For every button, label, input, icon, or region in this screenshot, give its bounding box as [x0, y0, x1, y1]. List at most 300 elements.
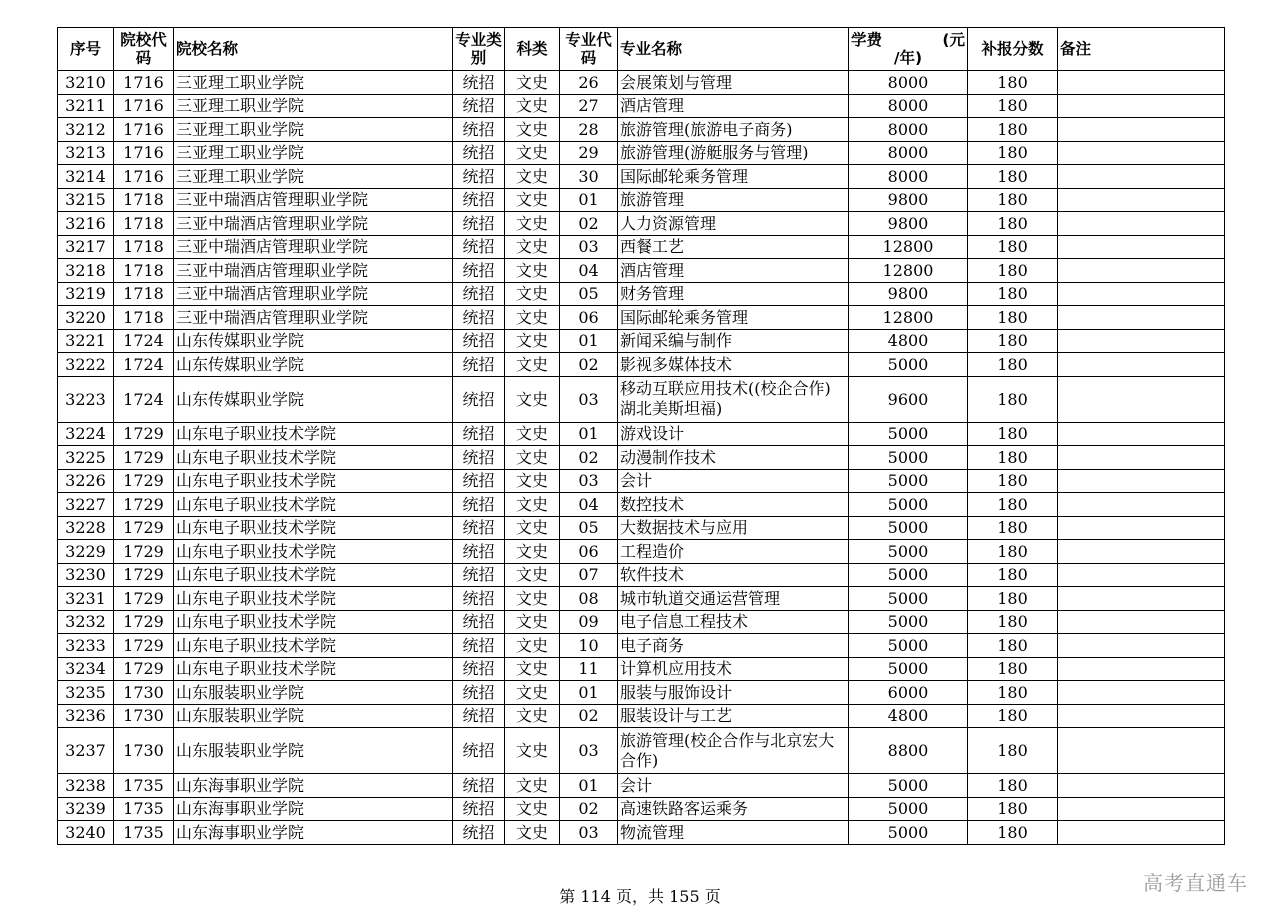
cell-major-code: 01: [560, 774, 618, 798]
cell-school-name: 山东电子职业技术学院: [174, 540, 453, 564]
cell-remark: [1058, 610, 1225, 634]
cell-score: 180: [968, 212, 1058, 236]
table-row: [58, 728, 1225, 774]
cell-seq: 3238: [58, 774, 114, 798]
cell-fee: 5000: [849, 821, 968, 845]
cell-major-code: 03: [560, 376, 618, 422]
cell-fee: 5000: [849, 493, 968, 517]
cell-category: 统招: [453, 681, 505, 705]
cell-seq: 3223: [58, 376, 114, 422]
table-row: [58, 165, 1225, 189]
cell-school-code: 1724: [114, 353, 174, 377]
table-row: [58, 540, 1225, 564]
cell-seq: 3220: [58, 306, 114, 330]
cell-seq: 3235: [58, 681, 114, 705]
header-category: 专业类别: [453, 28, 505, 71]
cell-score: 180: [968, 797, 1058, 821]
cell-subject: 文史: [505, 212, 560, 236]
cell-major-name: 服装与服饰设计: [618, 681, 849, 705]
cell-school-name: 三亚中瑞酒店管理职业学院: [174, 188, 453, 212]
cell-remark: [1058, 563, 1225, 587]
cell-subject: 文史: [505, 469, 560, 493]
cell-school-name: 山东海事职业学院: [174, 774, 453, 798]
cell-seq: 3221: [58, 329, 114, 353]
cell-subject: 文史: [505, 259, 560, 283]
table-row: [58, 259, 1225, 283]
cell-category: 统招: [453, 516, 505, 540]
cell-school-name: 山东海事职业学院: [174, 797, 453, 821]
cell-score: 180: [968, 681, 1058, 705]
table-row: [58, 376, 1225, 422]
cell-fee: 8800: [849, 728, 968, 774]
cell-school-name: 山东电子职业技术学院: [174, 446, 453, 470]
cell-subject: 文史: [505, 610, 560, 634]
table-row: [58, 235, 1225, 259]
cell-subject: 文史: [505, 493, 560, 517]
cell-category: 统招: [453, 94, 505, 118]
cell-category: 统招: [453, 704, 505, 728]
table-row: [58, 422, 1225, 446]
cell-fee: 5000: [849, 446, 968, 470]
cell-category: 统招: [453, 469, 505, 493]
cell-fee: 5000: [849, 610, 968, 634]
cell-fee: 12800: [849, 259, 968, 283]
cell-school-name: 山东电子职业技术学院: [174, 587, 453, 611]
cell-school-name: 三亚理工职业学院: [174, 165, 453, 189]
cell-score: 180: [968, 259, 1058, 283]
table-row: [58, 657, 1225, 681]
cell-score: 180: [968, 821, 1058, 845]
cell-school-name: 山东电子职业技术学院: [174, 516, 453, 540]
cell-subject: 文史: [505, 235, 560, 259]
table-row: [58, 634, 1225, 658]
cell-subject: 文史: [505, 306, 560, 330]
cell-score: 180: [968, 587, 1058, 611]
cell-score: 180: [968, 728, 1058, 774]
cell-seq: 3211: [58, 94, 114, 118]
cell-school-code: 1718: [114, 188, 174, 212]
cell-score: 180: [968, 188, 1058, 212]
table-row: [58, 212, 1225, 236]
cell-subject: 文史: [505, 376, 560, 422]
header-seq: 序号: [58, 28, 114, 71]
cell-school-code: 1729: [114, 540, 174, 564]
cell-subject: 文史: [505, 188, 560, 212]
cell-school-name: 山东服装职业学院: [174, 728, 453, 774]
admission-table: [57, 27, 1225, 845]
cell-score: 180: [968, 516, 1058, 540]
cell-school-name: 三亚中瑞酒店管理职业学院: [174, 282, 453, 306]
cell-school-name: 三亚中瑞酒店管理职业学院: [174, 306, 453, 330]
cell-remark: [1058, 540, 1225, 564]
cell-school-code: 1735: [114, 774, 174, 798]
cell-major-code: 01: [560, 329, 618, 353]
cell-major-name: 酒店管理: [618, 94, 849, 118]
cell-fee: 9600: [849, 376, 968, 422]
cell-fee: 5000: [849, 657, 968, 681]
table-row: [58, 141, 1225, 165]
cell-school-code: 1730: [114, 681, 174, 705]
cell-major-code: 06: [560, 306, 618, 330]
cell-major-name: 旅游管理(游艇服务与管理): [618, 141, 849, 165]
header-fee-unit-a: (元: [942, 31, 965, 49]
cell-remark: [1058, 235, 1225, 259]
cell-school-name: 三亚中瑞酒店管理职业学院: [174, 235, 453, 259]
cell-subject: 文史: [505, 821, 560, 845]
cell-category: 统招: [453, 493, 505, 517]
cell-school-name: 山东传媒职业学院: [174, 376, 453, 422]
cell-major-name: 大数据技术与应用: [618, 516, 849, 540]
cell-fee: 5000: [849, 774, 968, 798]
cell-school-code: 1729: [114, 610, 174, 634]
cell-major-name: 会计: [618, 774, 849, 798]
cell-category: 统招: [453, 821, 505, 845]
cell-major-code: 11: [560, 657, 618, 681]
cell-major-code: 30: [560, 165, 618, 189]
table-row: [58, 563, 1225, 587]
cell-fee: 9800: [849, 212, 968, 236]
table-row: [58, 71, 1225, 95]
cell-seq: 3233: [58, 634, 114, 658]
cell-remark: [1058, 446, 1225, 470]
cell-seq: 3210: [58, 71, 114, 95]
cell-school-name: 山东电子职业技术学院: [174, 634, 453, 658]
table-row: [58, 446, 1225, 470]
cell-school-name: 山东电子职业技术学院: [174, 563, 453, 587]
cell-major-code: 04: [560, 259, 618, 283]
cell-score: 180: [968, 141, 1058, 165]
cell-major-code: 27: [560, 94, 618, 118]
cell-seq: 3215: [58, 188, 114, 212]
cell-seq: 3213: [58, 141, 114, 165]
cell-score: 180: [968, 376, 1058, 422]
cell-subject: 文史: [505, 563, 560, 587]
cell-score: 180: [968, 353, 1058, 377]
cell-major-name: 服装设计与工艺: [618, 704, 849, 728]
cell-subject: 文史: [505, 353, 560, 377]
cell-major-name: 财务管理: [618, 282, 849, 306]
cell-school-name: 三亚理工职业学院: [174, 118, 453, 142]
table-row: [58, 681, 1225, 705]
cell-fee: 8000: [849, 118, 968, 142]
cell-category: 统招: [453, 563, 505, 587]
cell-fee: 5000: [849, 634, 968, 658]
cell-school-code: 1729: [114, 469, 174, 493]
cell-subject: 文史: [505, 422, 560, 446]
table-row: [58, 353, 1225, 377]
cell-score: 180: [968, 774, 1058, 798]
cell-subject: 文史: [505, 657, 560, 681]
cell-major-code: 01: [560, 681, 618, 705]
cell-major-code: 02: [560, 797, 618, 821]
cell-fee: 4800: [849, 704, 968, 728]
table-row: [58, 94, 1225, 118]
table-row: [58, 306, 1225, 330]
cell-remark: [1058, 728, 1225, 774]
cell-school-name: 山东电子职业技术学院: [174, 657, 453, 681]
page-footer: 第 114 页，共 155 页: [559, 887, 721, 906]
cell-school-code: 1729: [114, 634, 174, 658]
cell-major-name: 动漫制作技术: [618, 446, 849, 470]
cell-major-code: 09: [560, 610, 618, 634]
cell-school-name: 山东电子职业技术学院: [174, 422, 453, 446]
table-row: [58, 774, 1225, 798]
cell-fee: 12800: [849, 306, 968, 330]
cell-remark: [1058, 469, 1225, 493]
cell-category: 统招: [453, 71, 505, 95]
cell-school-code: 1718: [114, 212, 174, 236]
cell-school-code: 1724: [114, 329, 174, 353]
cell-school-code: 1735: [114, 821, 174, 845]
cell-remark: [1058, 681, 1225, 705]
cell-score: 180: [968, 422, 1058, 446]
cell-remark: [1058, 306, 1225, 330]
cell-seq: 3229: [58, 540, 114, 564]
cell-seq: 3236: [58, 704, 114, 728]
cell-fee: 5000: [849, 563, 968, 587]
cell-seq: 3218: [58, 259, 114, 283]
cell-category: 统招: [453, 587, 505, 611]
cell-major-code: 01: [560, 188, 618, 212]
cell-major-name: 移动互联应用技术((校企合作)湖北美斯坦福): [618, 376, 849, 422]
cell-school-code: 1716: [114, 94, 174, 118]
cell-remark: [1058, 516, 1225, 540]
cell-subject: 文史: [505, 446, 560, 470]
cell-score: 180: [968, 306, 1058, 330]
cell-seq: 3239: [58, 797, 114, 821]
cell-category: 统招: [453, 235, 505, 259]
cell-school-name: 山东海事职业学院: [174, 821, 453, 845]
cell-major-name: 电子商务: [618, 634, 849, 658]
cell-major-name: 高速铁路客运乘务: [618, 797, 849, 821]
cell-remark: [1058, 587, 1225, 611]
cell-remark: [1058, 657, 1225, 681]
cell-category: 统招: [453, 353, 505, 377]
cell-major-name: 西餐工艺: [618, 235, 849, 259]
cell-category: 统招: [453, 259, 505, 283]
table-row: [58, 493, 1225, 517]
cell-major-name: 游戏设计: [618, 422, 849, 446]
cell-school-code: 1729: [114, 563, 174, 587]
cell-major-name: 电子信息工程技术: [618, 610, 849, 634]
cell-subject: 文史: [505, 165, 560, 189]
cell-category: 统招: [453, 188, 505, 212]
header-fee-label: 学费: [851, 31, 883, 49]
cell-subject: 文史: [505, 774, 560, 798]
cell-major-code: 02: [560, 353, 618, 377]
cell-score: 180: [968, 94, 1058, 118]
cell-seq: 3219: [58, 282, 114, 306]
cell-category: 统招: [453, 446, 505, 470]
cell-seq: 3228: [58, 516, 114, 540]
cell-category: 统招: [453, 329, 505, 353]
cell-seq: 3216: [58, 212, 114, 236]
cell-school-code: 1718: [114, 282, 174, 306]
cell-subject: 文史: [505, 71, 560, 95]
table-row: [58, 118, 1225, 142]
cell-score: 180: [968, 235, 1058, 259]
cell-score: 180: [968, 469, 1058, 493]
cell-category: 统招: [453, 422, 505, 446]
cell-seq: 3226: [58, 469, 114, 493]
cell-major-code: 03: [560, 469, 618, 493]
cell-school-name: 山东电子职业技术学院: [174, 469, 453, 493]
cell-fee: 5000: [849, 353, 968, 377]
cell-fee: 4800: [849, 329, 968, 353]
cell-score: 180: [968, 610, 1058, 634]
cell-major-code: 02: [560, 446, 618, 470]
watermark: 高考直通车: [1143, 871, 1248, 895]
cell-seq: 3232: [58, 610, 114, 634]
cell-category: 统招: [453, 634, 505, 658]
cell-score: 180: [968, 446, 1058, 470]
cell-seq: 3227: [58, 493, 114, 517]
cell-fee: 6000: [849, 681, 968, 705]
cell-subject: 文史: [505, 681, 560, 705]
cell-remark: [1058, 353, 1225, 377]
cell-category: 统招: [453, 657, 505, 681]
cell-remark: [1058, 165, 1225, 189]
table-row: [58, 329, 1225, 353]
cell-remark: [1058, 141, 1225, 165]
cell-major-name: 会计: [618, 469, 849, 493]
table-row: [58, 188, 1225, 212]
cell-school-code: 1729: [114, 422, 174, 446]
table-row: [58, 797, 1225, 821]
cell-major-name: 旅游管理(旅游电子商务): [618, 118, 849, 142]
header-fee: [849, 28, 968, 71]
header-remark: 备注: [1058, 28, 1225, 71]
cell-remark: [1058, 94, 1225, 118]
cell-major-name: 软件技术: [618, 563, 849, 587]
cell-remark: [1058, 329, 1225, 353]
cell-school-name: 山东传媒职业学院: [174, 329, 453, 353]
cell-school-code: 1716: [114, 71, 174, 95]
cell-fee: 5000: [849, 469, 968, 493]
cell-seq: 3230: [58, 563, 114, 587]
cell-school-code: 1716: [114, 141, 174, 165]
cell-school-code: 1729: [114, 446, 174, 470]
cell-major-code: 26: [560, 71, 618, 95]
cell-major-code: 03: [560, 728, 618, 774]
cell-fee: 8000: [849, 71, 968, 95]
cell-major-name: 城市轨道交通运营管理: [618, 587, 849, 611]
cell-school-name: 三亚理工职业学院: [174, 141, 453, 165]
cell-fee: 9800: [849, 282, 968, 306]
cell-major-code: 01: [560, 422, 618, 446]
cell-major-name: 物流管理: [618, 821, 849, 845]
cell-major-name: 计算机应用技术: [618, 657, 849, 681]
cell-fee: 8000: [849, 165, 968, 189]
cell-category: 统招: [453, 610, 505, 634]
cell-school-name: 山东服装职业学院: [174, 704, 453, 728]
cell-school-code: 1718: [114, 235, 174, 259]
cell-seq: 3214: [58, 165, 114, 189]
cell-school-code: 1729: [114, 657, 174, 681]
cell-major-name: 国际邮轮乘务管理: [618, 306, 849, 330]
cell-school-name: 三亚中瑞酒店管理职业学院: [174, 259, 453, 283]
table-row: [58, 516, 1225, 540]
cell-major-name: 国际邮轮乘务管理: [618, 165, 849, 189]
cell-major-code: 03: [560, 821, 618, 845]
cell-score: 180: [968, 165, 1058, 189]
cell-category: 统招: [453, 728, 505, 774]
cell-fee: 5000: [849, 422, 968, 446]
cell-major-code: 07: [560, 563, 618, 587]
cell-school-code: 1735: [114, 797, 174, 821]
cell-major-code: 02: [560, 704, 618, 728]
cell-remark: [1058, 821, 1225, 845]
cell-category: 统招: [453, 165, 505, 189]
cell-category: 统招: [453, 306, 505, 330]
cell-seq: 3240: [58, 821, 114, 845]
cell-remark: [1058, 212, 1225, 236]
cell-school-code: 1716: [114, 165, 174, 189]
cell-major-name: 旅游管理: [618, 188, 849, 212]
table-row: [58, 469, 1225, 493]
cell-subject: 文史: [505, 329, 560, 353]
cell-school-code: 1729: [114, 493, 174, 517]
cell-subject: 文史: [505, 587, 560, 611]
cell-seq: 3234: [58, 657, 114, 681]
table-row: [58, 821, 1225, 845]
header-score: 补报分数: [968, 28, 1058, 71]
cell-major-name: 会展策划与管理: [618, 71, 849, 95]
header-major-name: 专业名称: [618, 28, 849, 71]
table-row: [58, 587, 1225, 611]
cell-remark: [1058, 797, 1225, 821]
cell-remark: [1058, 704, 1225, 728]
cell-major-name: 酒店管理: [618, 259, 849, 283]
cell-school-name: 山东传媒职业学院: [174, 353, 453, 377]
cell-school-code: 1730: [114, 728, 174, 774]
cell-school-name: 山东电子职业技术学院: [174, 610, 453, 634]
cell-major-code: 29: [560, 141, 618, 165]
cell-major-name: 影视多媒体技术: [618, 353, 849, 377]
cell-school-name: 三亚理工职业学院: [174, 71, 453, 95]
cell-fee: 5000: [849, 516, 968, 540]
cell-remark: [1058, 774, 1225, 798]
cell-major-code: 02: [560, 212, 618, 236]
cell-score: 180: [968, 329, 1058, 353]
cell-fee: 8000: [849, 94, 968, 118]
cell-category: 统招: [453, 540, 505, 564]
cell-remark: [1058, 259, 1225, 283]
cell-fee: 5000: [849, 540, 968, 564]
cell-category: 统招: [453, 141, 505, 165]
cell-major-code: 28: [560, 118, 618, 142]
cell-fee: 5000: [849, 587, 968, 611]
cell-major-name: 新闻采编与制作: [618, 329, 849, 353]
cell-subject: 文史: [505, 797, 560, 821]
cell-score: 180: [968, 634, 1058, 658]
cell-school-code: 1718: [114, 306, 174, 330]
cell-subject: 文史: [505, 118, 560, 142]
cell-category: 统招: [453, 797, 505, 821]
cell-major-code: 10: [560, 634, 618, 658]
table-row: [58, 610, 1225, 634]
cell-school-code: 1729: [114, 516, 174, 540]
cell-subject: 文史: [505, 634, 560, 658]
header-subject: 科类: [505, 28, 560, 71]
cell-major-name: 旅游管理(校企合作与北京宏大合作): [618, 728, 849, 774]
cell-major-code: 08: [560, 587, 618, 611]
cell-category: 统招: [453, 774, 505, 798]
cell-score: 180: [968, 540, 1058, 564]
cell-seq: 3237: [58, 728, 114, 774]
cell-remark: [1058, 282, 1225, 306]
cell-school-name: 山东服装职业学院: [174, 681, 453, 705]
